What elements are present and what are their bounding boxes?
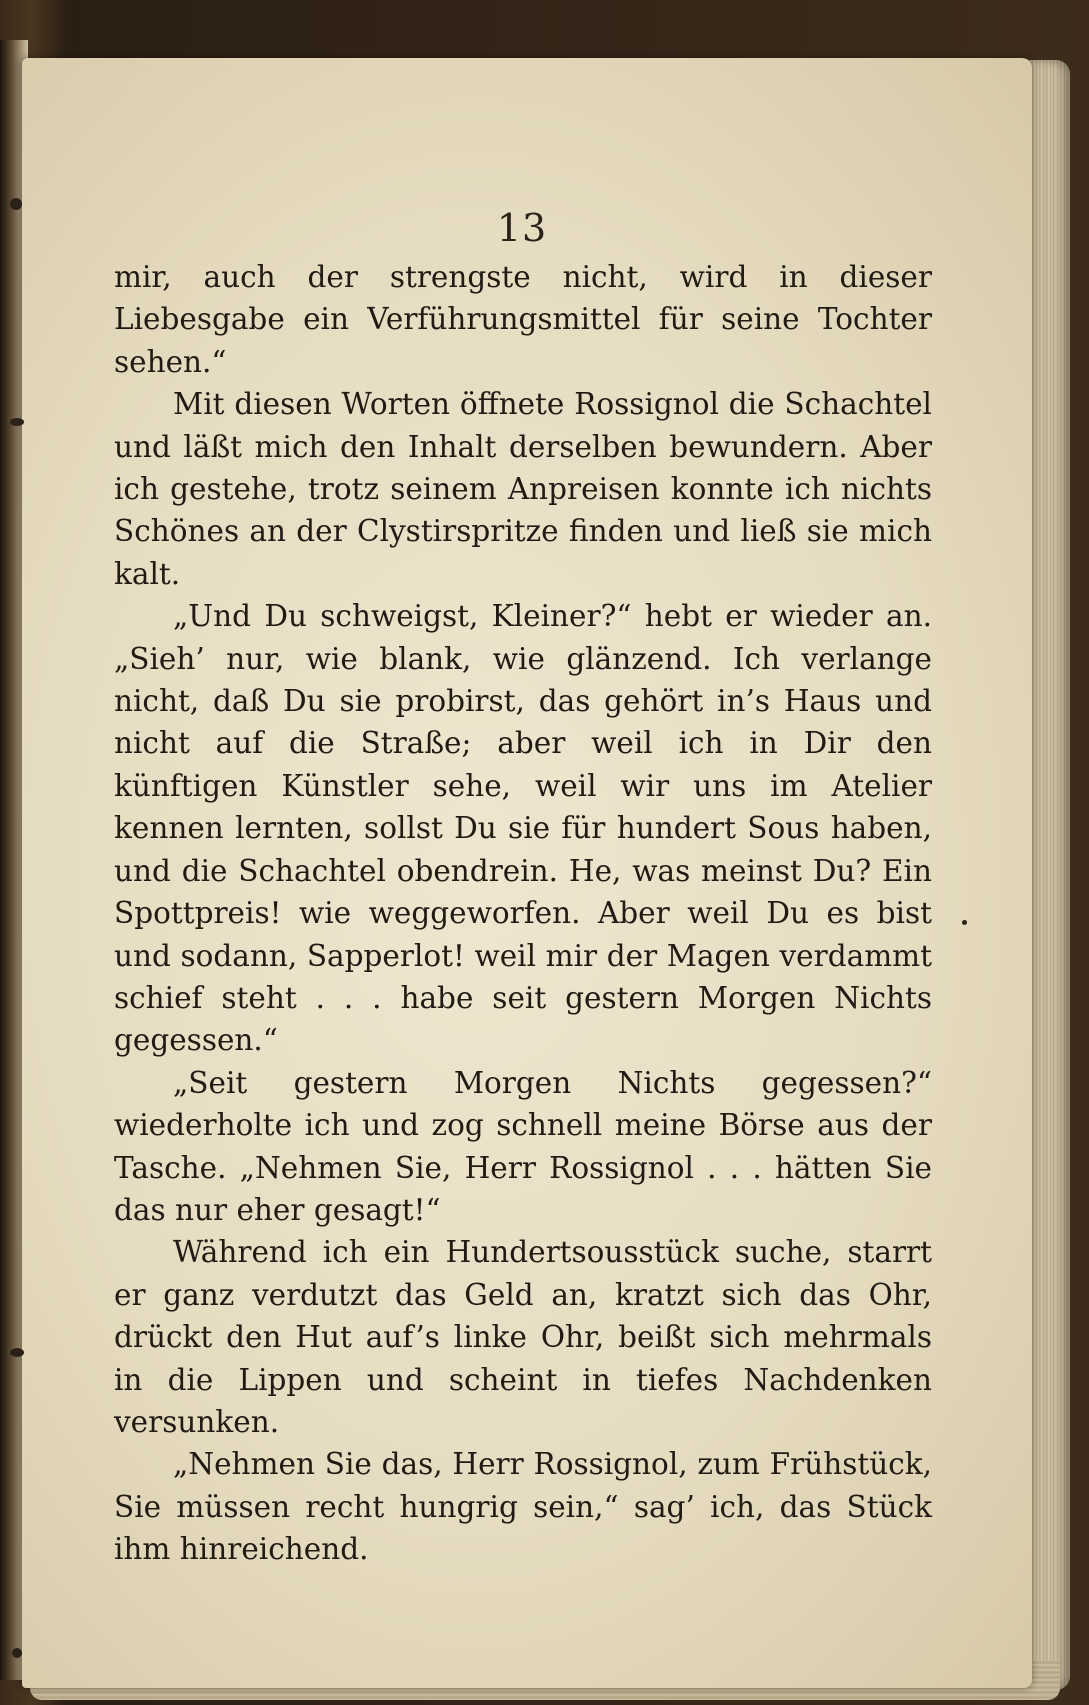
margin-mark: [10, 1348, 24, 1357]
margin-mark: [962, 920, 967, 925]
body-text: [114, 256, 932, 1571]
paragraph: Mit diesen Worten öffnete Rossignol die Schachtel und läßt mich den Inhalt derselben bewundern. Aber ich gestehe, trotz seinem Anpreisen konnte ich nichts Schönes an der Clystirspritze finden und ließ sie mich kalt.: [114, 387, 932, 591]
page-sheet: [22, 58, 1032, 1688]
paragraph: Während ich ein Hundertsousstück suche, starrt er ganz verdutzt das Geld an, kratzt sich das Ohr, drückt den Hut auf’s linke Ohr, beißt sich mehrmals in die Lippen und scheint in tiefes Nachdenken versunken.: [114, 1235, 932, 1439]
margin-mark: [10, 418, 24, 426]
paragraph: „Und Du schweigst, Kleiner?“ hebt er wieder an. „Sieh’ nur, wie blank, wie glänzend. Ich verlange nicht, daß Du sie probirst, das gehört in’s Haus und nicht auf die Straße; aber weil ich in Dir den künftigen Künstler sehe, weil wir uns im Atelier kennen lernten, sollst Du sie für hundert Sous haben, und die Schachtel obendrein. He, was meinst Du? Ein Spottpreis! wie weggeworfen. Aber weil Du es bist und sodann, Sapperlot! weil mir der Magen verdammt schief steht . . . habe seit gestern Morgen Nichts gegessen.“: [114, 599, 932, 1058]
margin-mark: [12, 1648, 22, 1658]
paragraph: „Seit gestern Morgen Nichts gegessen?“ wiederholte ich und zog schnell meine Börse aus der Tasche. „Nehmen Sie, Herr Rossignol . . . hätten Sie das nur eher gesagt!“: [114, 1065, 932, 1227]
paragraph: mir, auch der strengste nicht, wird in dieser Liebesgabe ein Verführungsmittel für seine Tochter sehen.“: [114, 260, 932, 379]
margin-mark: [10, 198, 22, 210]
paragraph: „Nehmen Sie das, Herr Rossignol, zum Frühstück, Sie müssen recht hungrig sein,“ sag’ ich, das Stück ihm hinreichend.: [114, 1447, 932, 1567]
page-number: 13: [496, 206, 548, 250]
